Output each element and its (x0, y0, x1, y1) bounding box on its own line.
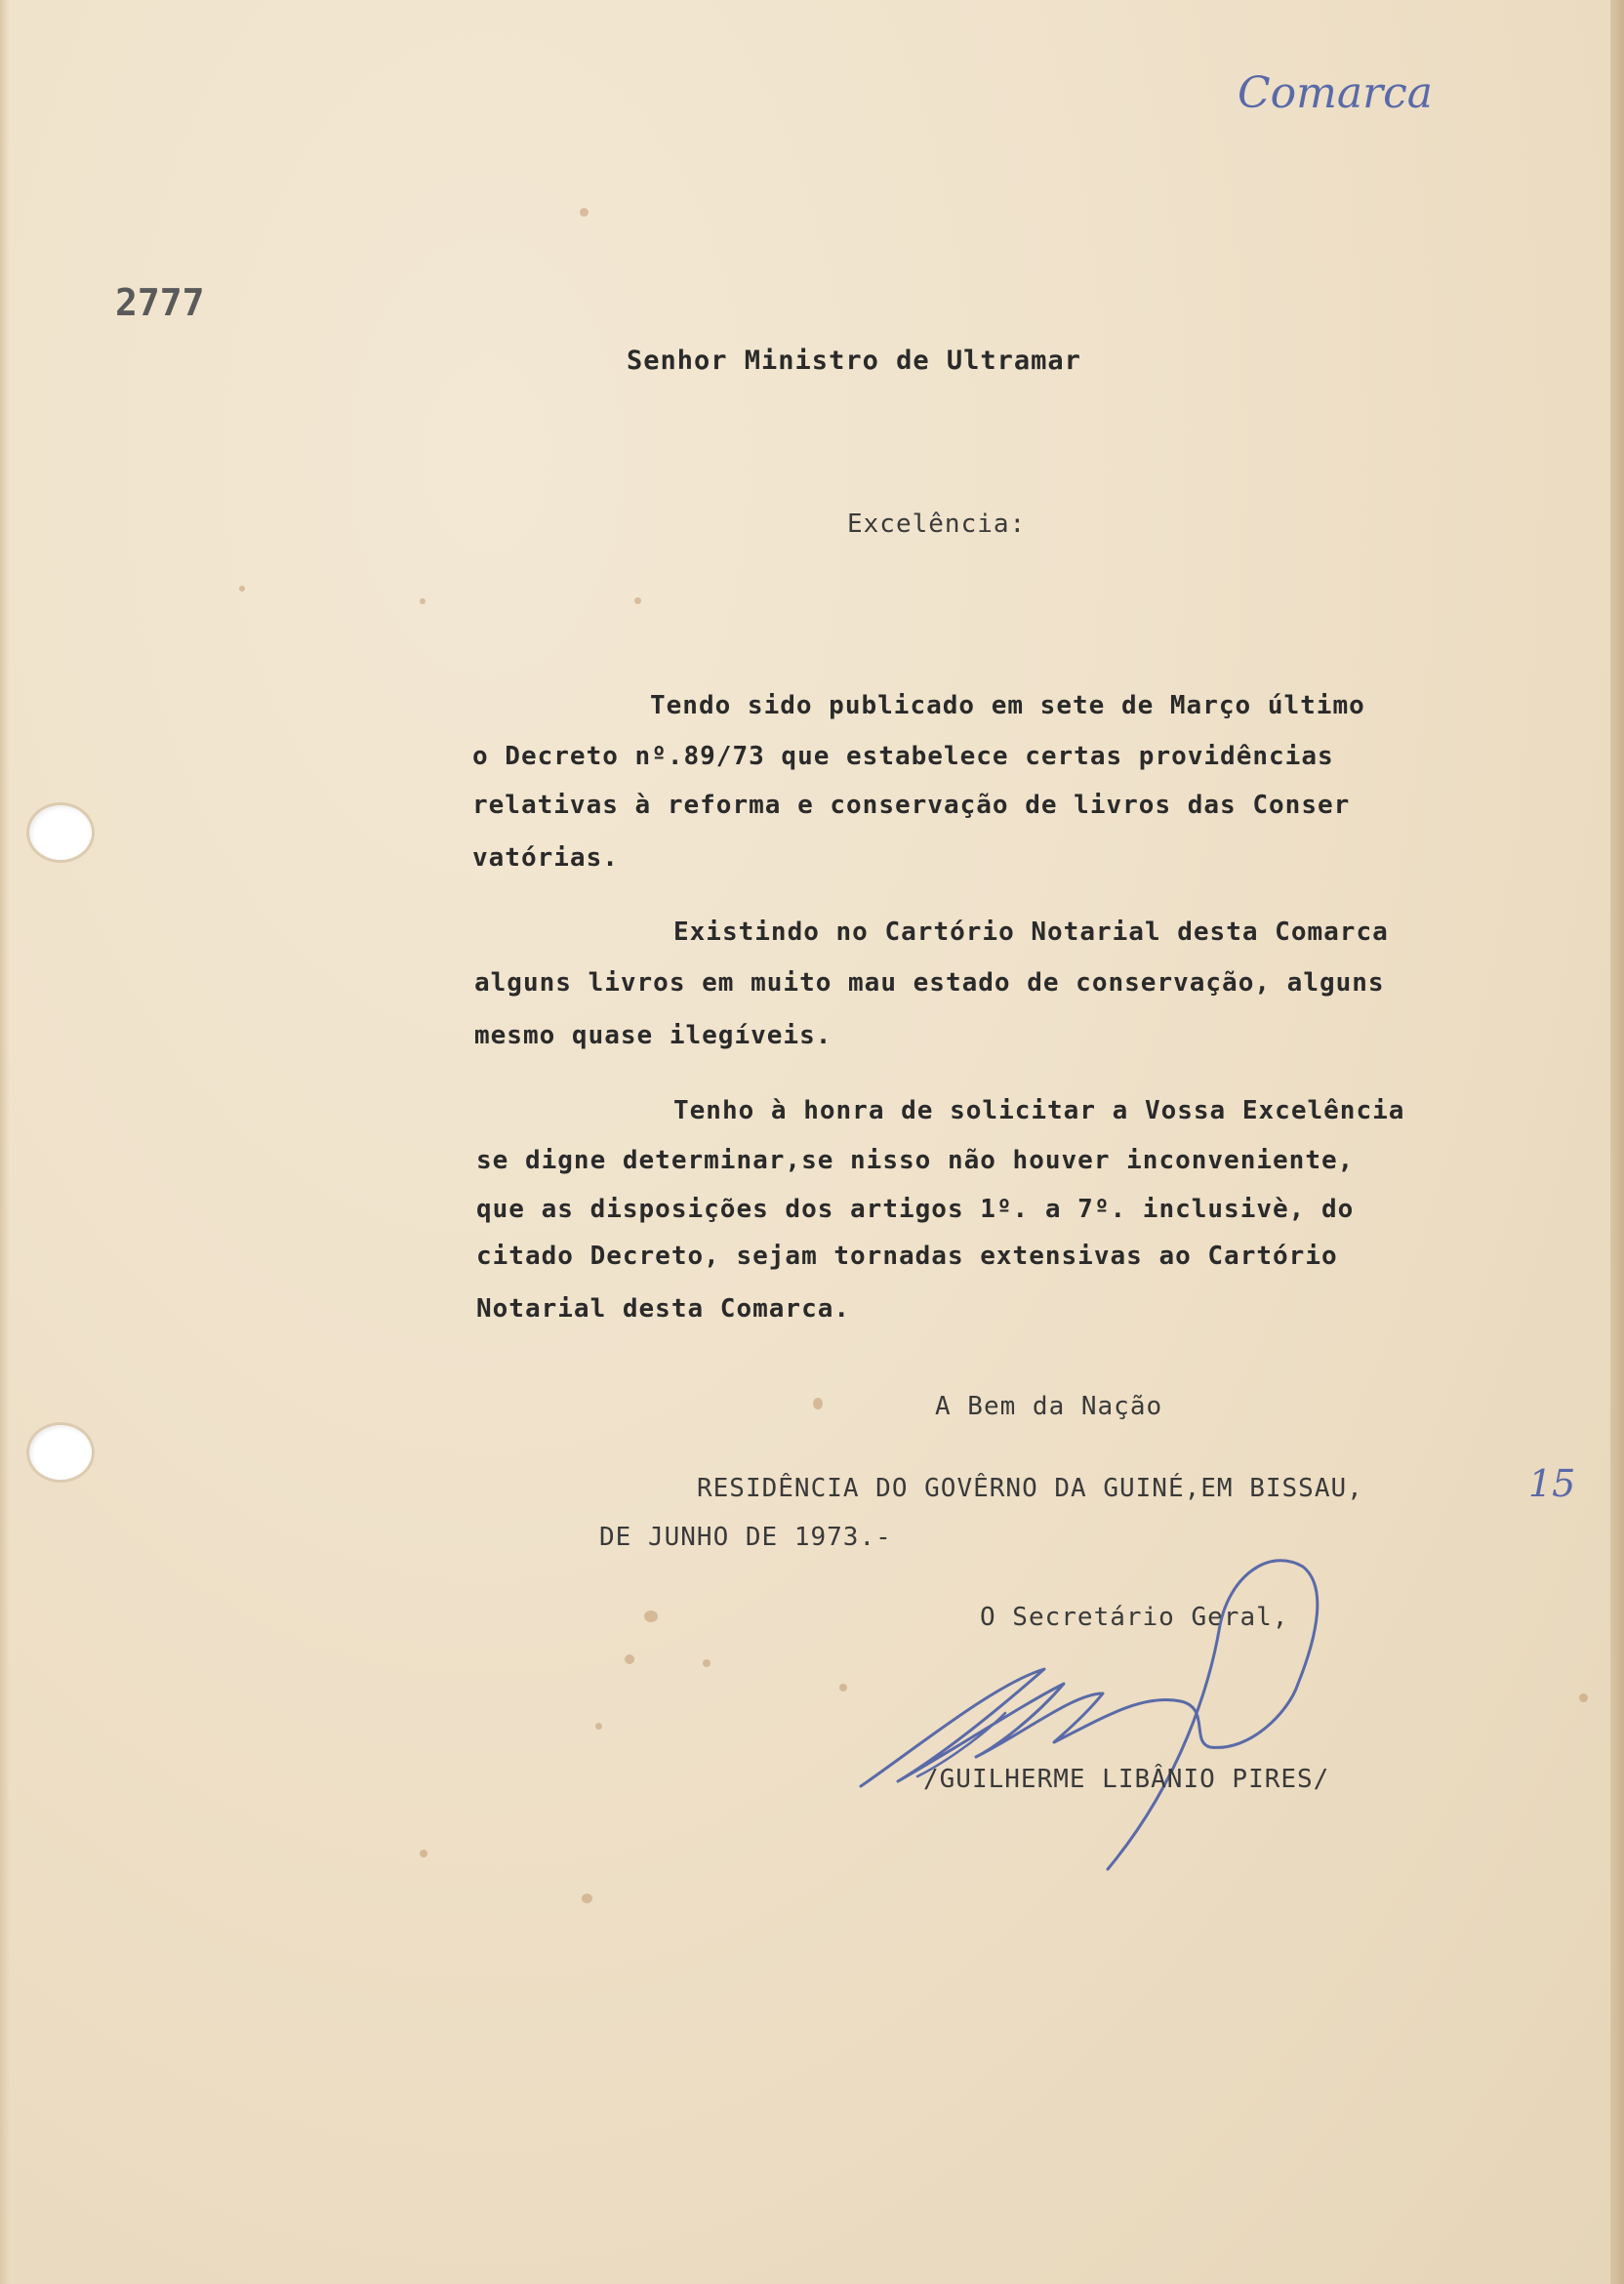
reference-number: 2777 (115, 281, 205, 324)
stain-spot (644, 1611, 658, 1622)
place-date-line-1: RESIDÊNCIA DO GOVÊRNO DA GUINÉ,EM BISSAU, (697, 1474, 1363, 1503)
stain-spot (420, 1850, 427, 1857)
paragraph-line: mesmo quase ilegíveis. (474, 1021, 832, 1050)
stain-spot (839, 1684, 847, 1692)
paragraph-line: relativas à reforma e conservação de livros das Conser (472, 791, 1351, 820)
paragraph-line: se digne determinar,se nisso não houver inconveniente, (476, 1146, 1355, 1175)
addressee: Senhor Ministro de Ultramar (627, 346, 1081, 376)
salutation: Excelência: (847, 510, 1027, 539)
paragraph-line: alguns livros em muito mau estado de conservação, alguns (474, 968, 1385, 998)
stain-spot (1579, 1693, 1588, 1702)
handwritten-day: 15 (1528, 1462, 1576, 1505)
page-right-edge (1610, 0, 1624, 2284)
signatory-name: /GUILHERME LIBÂNIO PIRES/ (923, 1765, 1330, 1794)
stain-spot (625, 1654, 634, 1664)
closing-formula: A Bem da Nação (935, 1392, 1163, 1421)
handwritten-signature (859, 1547, 1425, 1879)
page-left-edge (0, 0, 10, 2284)
stain-spot (595, 1723, 602, 1730)
signatory-title: O Secretário Geral, (980, 1603, 1289, 1632)
stain-spot (239, 586, 245, 591)
place-date-line-2: DE JUNHO DE 1973.- (599, 1523, 892, 1552)
paragraph-line: Tendo sido publicado em sete de Março último (650, 691, 1365, 720)
paragraph-line: Tenho à honra de solicitar a Vossa Excelência (673, 1096, 1405, 1125)
paragraph-line: Notarial desta Comarca. (476, 1294, 851, 1324)
paragraph-line: que as disposições dos artigos 1º. a 7º. inclusivè, do (476, 1195, 1355, 1224)
punch-hole-bottom (29, 1425, 92, 1480)
stain-spot (813, 1398, 823, 1409)
stain-spot (703, 1659, 710, 1667)
paragraph-line: o Decreto nº.89/73 que estabelece certas providências (472, 742, 1334, 771)
stain-spot (580, 208, 589, 217)
punch-hole-top (29, 805, 92, 860)
paragraph-line: citado Decreto, sejam tornadas extensivas ao Cartório (476, 1242, 1338, 1271)
stain-spot (582, 1894, 592, 1903)
stain-spot (420, 598, 426, 604)
handwritten-annotation-comarca: Comarca (1238, 68, 1434, 118)
paragraph-line: vatórias. (472, 843, 619, 873)
stain-spot (634, 597, 641, 604)
paragraph-line: Existindo no Cartório Notarial desta Comarca (673, 918, 1389, 947)
